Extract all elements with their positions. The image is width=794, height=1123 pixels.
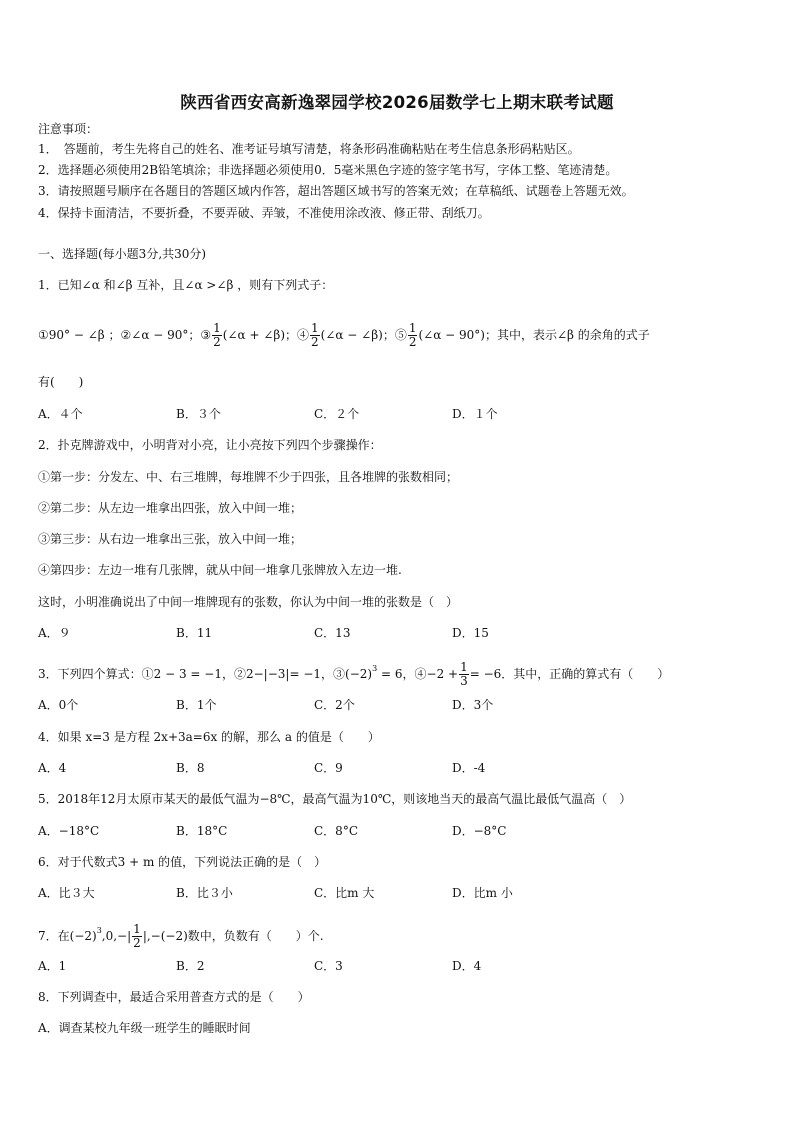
question-2-step: ④第四步：左边一堆有几张牌，就从中间一堆拿几张牌放入左边一堆. [38,563,402,577]
q1-expr-5: (∠α − 90°)；其中，表示∠β 的余角的式子 [418,328,650,342]
option-d[interactable]: D．１个 [452,407,498,421]
q1-expr-3: (∠α + ∠β)；④ [222,328,309,342]
option-b[interactable]: B．11 [176,626,213,640]
page-title: 陕西省西安高新逸翠园学校2026届数学七上期末联考试题 [180,93,614,112]
question-3-stem: 3．下列四个算式：①2 − 3 = −1，②2−|−3|= −1，$③(-2)^3 = 6$，④−2 + $\frac{1}{3}$ = −6．其中，正确的算式有（ ） [38,660,670,688]
section-heading: 一、选择题(每小题3分,共30分) [38,247,207,261]
fraction-half: $\frac{1}{2}$ [213,321,221,349]
option-b[interactable]: B．18°C [176,824,228,838]
q3-formula-2: 2−|−3|= −1 [245,667,322,681]
question-8-stem: 8．下列调查中，最适合采用普查方式的是（ ） [38,990,310,1004]
option-c[interactable]: C．13 [314,626,351,640]
option-b[interactable]: B．1个 [176,698,217,712]
option-a[interactable]: A．比３大 [38,886,95,900]
question-2-question: 这时，小明准确说出了中间一堆牌现有的张数，你认为中间一堆的张数是（ ） [38,595,459,609]
option-c[interactable]: C．２个 [314,407,360,421]
option-c[interactable]: C．9 [314,761,343,775]
question-1-stem: 1．已知∠α 和∠β 互补，且∠α >∠β ，则有下列式子： [38,278,334,292]
option-a[interactable]: A．调查某校九年级一班学生的睡眠时间 [38,1021,251,1035]
option-a[interactable]: A．−18°C [38,824,100,838]
option-a[interactable]: A．1 [38,959,67,973]
option-b[interactable]: B．8 [176,761,205,775]
option-b[interactable]: B．３个 [176,407,221,421]
question-2-step: ①第一步：分发左、中、右三堆牌，每堆牌不少于四张，且各堆牌的张数相同； [38,470,459,484]
question-1-cont: 有( ) [38,375,84,389]
option-c[interactable]: C．2个 [314,698,355,712]
notice-item: 2．选择题必须使用2B铅笔填涂；非选择题必须使用0．5毫米黑色字迹的签字笔书写，字体工整、笔迹清楚。 [38,163,618,177]
option-d[interactable]: D．15 [452,626,489,640]
question-2-step: ③第三步：从右边一堆拿出三张，放入中间一堆； [38,532,303,546]
question-1-expressions [38,318,650,352]
option-b[interactable]: B．比３小 [176,886,233,900]
option-c[interactable]: C．比m 大 [314,886,375,900]
q3-formula-4: −2 + $\frac{1}{3}$ = −6 [426,660,502,688]
option-d[interactable]: D．−8°C [452,824,507,838]
option-a[interactable]: A．4 [38,761,67,775]
option-d[interactable]: D．-4 [452,761,486,775]
question-4-stem: 4．如果 x=3 是方程 2x+3a=6x 的解，那么 a 的值是（ ） [38,730,380,744]
option-d[interactable]: D．3个 [452,698,494,712]
question-7-stem: 7．在$(-2)^3,0,-|$ $\frac{1}{2}$ |,−(−2)数中，负数有（ ）个. [38,922,324,950]
notice-item: 3．请按照题号顺序在各题目的答题区域内作答，超出答题区域书写的答案无效；在草稿纸、试题卷上答题无效。 [38,184,634,198]
fraction-half: $\frac{1}{2}$ [408,321,417,349]
notice-item: 4．保持卡面清洁，不要折叠，不要弄破、弄皱，不准使用涂改液、修正带、刮纸刀。 [38,206,490,220]
option-a[interactable]: A．４个 [38,407,83,421]
option-c[interactable]: C．8°C [314,824,358,838]
q1-expr-4: (∠α − ∠β)；⑤ [320,328,407,342]
notice-heading: 注意事项： [38,122,99,136]
notice-item: 1． 答题前，考生先将自己的姓名、准考证号填写清楚，将条形码准确粘贴在考生信息条形码粘贴区。 [38,142,580,156]
option-d[interactable]: D．4 [452,959,482,973]
question-6-stem: 6．对于代数式3 + m 的值，下列说法正确的是（ ） [38,855,327,869]
option-a[interactable]: A．９ [38,626,71,640]
q3-formula-3: $(-2)^3 = 6$ [345,664,403,681]
q1-expr-1-2: ①90° − ∠β ；②∠α − 90°；③ [38,328,212,342]
option-c[interactable]: C．3 [314,959,343,973]
question-2-stem: 2．扑克牌游戏中，小明背对小亮，让小亮按下列四个步骤操作： [38,438,382,452]
q3-formula-1: 2 − 3 = −1 [153,667,222,681]
option-d[interactable]: D．比m 小 [452,886,513,900]
option-b[interactable]: B．2 [176,959,205,973]
fraction-half: $\frac{1}{2}$ [311,321,319,349]
question-2-step: ②第二步：从左边一堆拿出四张，放入中间一堆； [38,501,303,515]
option-a[interactable]: A．0个 [38,698,79,712]
question-5-stem: 5．2018年12月太原市某天的最低气温为−8℃，最高气温为10℃，则该地当天的最高气温比最低气温高（ ） [38,792,632,806]
